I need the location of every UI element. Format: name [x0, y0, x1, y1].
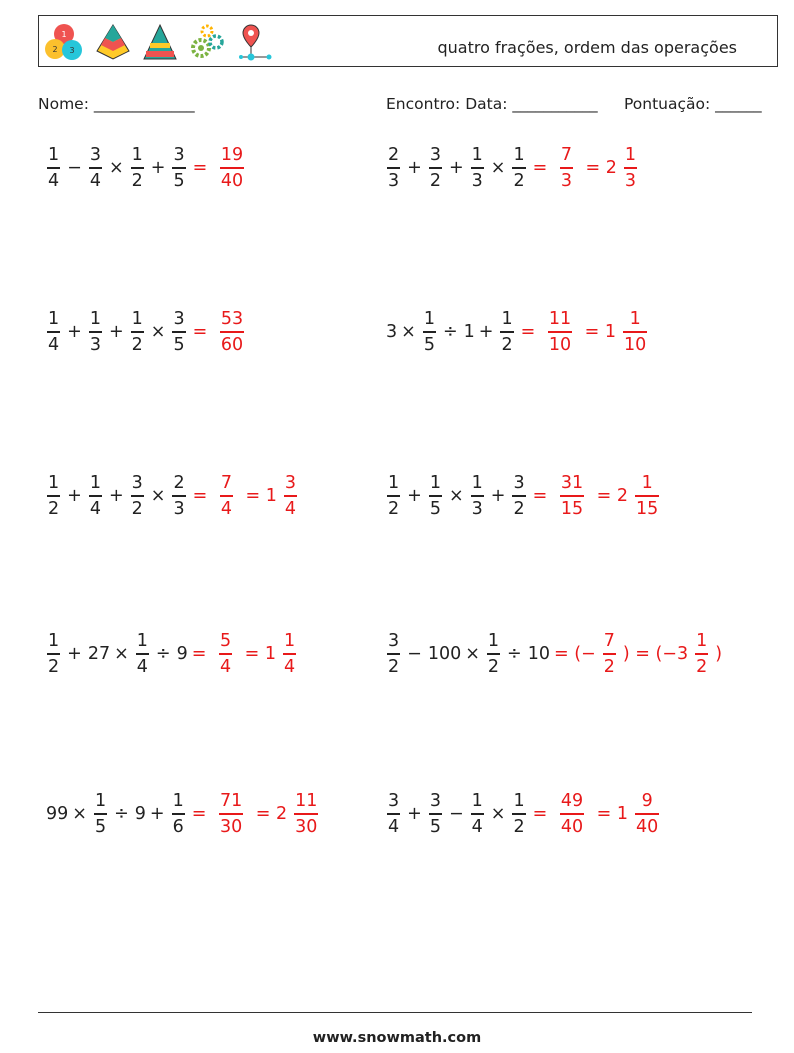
numerator: 1 — [471, 145, 483, 166]
fraction — [131, 472, 144, 519]
numerator: 3 — [284, 473, 297, 494]
denominator: 2 — [696, 656, 708, 677]
operator: ÷ — [507, 644, 522, 664]
answer — [529, 472, 663, 519]
integer: 1 — [463, 322, 475, 342]
fraction — [172, 472, 185, 519]
fraction — [219, 790, 243, 837]
numerator: 3 — [173, 145, 185, 166]
denominator: 2 — [388, 498, 400, 519]
operator: + — [407, 804, 422, 824]
operator: = — [191, 643, 212, 664]
problem-4 — [384, 304, 650, 360]
fraction — [284, 472, 297, 519]
denominator: 2 — [429, 170, 441, 191]
denominator: 5 — [423, 334, 435, 355]
fraction-bar — [283, 653, 296, 654]
fraction-bar — [429, 813, 442, 814]
fraction-bar — [131, 495, 144, 496]
numerator: 7 — [220, 473, 232, 494]
fraction — [220, 472, 233, 519]
gears-icon — [187, 21, 229, 63]
denominator: 30 — [219, 816, 243, 837]
operator: = — [532, 157, 553, 178]
denominator: 5 — [429, 498, 441, 519]
denominator: 4 — [388, 816, 400, 837]
operator: + — [67, 322, 82, 342]
fraction-bar — [471, 813, 484, 814]
fraction-bar — [172, 813, 185, 814]
integer: 10 — [527, 644, 550, 664]
fraction-bar — [512, 167, 525, 168]
integer: 27 — [87, 644, 111, 664]
fraction-bar — [387, 167, 400, 168]
denominator: 2 — [501, 334, 513, 355]
answer — [189, 472, 300, 519]
numerator: 1 — [131, 309, 143, 330]
operator: = 1 — [239, 643, 277, 664]
problem-7 — [44, 626, 299, 682]
problem-3 — [44, 304, 247, 360]
integer: 9 — [134, 804, 146, 824]
denominator: 4 — [284, 498, 297, 519]
svg-text:3: 3 — [69, 46, 75, 55]
fraction-bar — [219, 813, 243, 814]
operator: ) — [715, 643, 723, 664]
fraction-bar — [623, 331, 647, 332]
fraction — [131, 144, 144, 191]
operator: ÷ — [114, 804, 129, 824]
operator: = — [191, 803, 212, 824]
svg-text:2: 2 — [52, 45, 58, 54]
numerator: 1 — [624, 145, 637, 166]
fraction-bar — [172, 495, 185, 496]
numerator: 1 — [629, 309, 641, 330]
fraction — [172, 790, 185, 837]
fraction-bar — [220, 167, 244, 168]
numerator: 1 — [89, 309, 101, 330]
answer — [517, 308, 651, 355]
operator: = 2 — [250, 803, 288, 824]
operator: × — [114, 644, 129, 664]
operator: = — [532, 485, 553, 506]
numerator: 1 — [48, 631, 60, 652]
numerator: 49 — [560, 791, 584, 812]
numerator: 3 — [429, 791, 441, 812]
numerator: 3 — [513, 473, 525, 494]
numerator: 1 — [487, 631, 500, 652]
numerator: 7 — [560, 145, 572, 166]
denominator: 5 — [94, 816, 107, 837]
fraction-bar — [429, 167, 442, 168]
fraction-bar — [423, 331, 436, 332]
problem-8 — [384, 626, 726, 682]
denominator: 4 — [284, 656, 296, 677]
numerator: 1 — [131, 145, 143, 166]
numerator: 1 — [94, 791, 107, 812]
footer-divider — [38, 1012, 752, 1013]
fraction — [624, 144, 637, 191]
denominator: 60 — [220, 334, 244, 355]
denominator: 4 — [89, 498, 101, 519]
operator: ) = (−3 — [622, 643, 689, 664]
denominator: 2 — [131, 498, 143, 519]
operator: + — [108, 486, 124, 506]
denominator: 2 — [513, 498, 525, 519]
numerator: 1 — [696, 631, 708, 652]
denominator: 3 — [89, 334, 101, 355]
numerator: 1 — [388, 473, 400, 494]
numerator: 3 — [388, 631, 400, 652]
numerator: 11 — [295, 791, 318, 812]
numerator: 7 — [603, 631, 615, 652]
operator: × — [108, 158, 124, 178]
operator: − — [67, 158, 82, 178]
fraction-bar — [560, 495, 584, 496]
operator: × — [490, 804, 506, 824]
numerator: 1 — [172, 791, 184, 812]
denominator: 3 — [471, 498, 483, 519]
integer: 100 — [427, 644, 462, 664]
fraction-bar — [220, 331, 244, 332]
operator: + — [448, 158, 464, 178]
operator: × — [72, 804, 87, 824]
denominator: 40 — [560, 816, 584, 837]
numerator: 1 — [423, 309, 435, 330]
denominator: 2 — [513, 170, 525, 191]
answer — [529, 144, 640, 191]
fraction-bar — [512, 813, 525, 814]
denominator: 2 — [48, 498, 60, 519]
worksheet-header — [38, 15, 778, 67]
fraction-bar — [695, 653, 708, 654]
fraction-bar — [471, 167, 484, 168]
numerator: 1 — [641, 473, 653, 494]
integer: 99 — [46, 804, 69, 824]
denominator: 40 — [636, 816, 659, 837]
operator: × — [150, 322, 166, 342]
fraction — [512, 790, 525, 837]
fraction — [387, 472, 400, 519]
numerator: 31 — [560, 473, 584, 494]
operator: × — [401, 322, 416, 342]
problem-1 — [44, 140, 247, 196]
numerator: 1 — [48, 145, 60, 166]
fraction-bar — [512, 495, 525, 496]
operator: × — [465, 644, 480, 664]
denominator: 30 — [295, 816, 318, 837]
operator: = 1 — [579, 321, 617, 342]
fraction-bar — [387, 653, 400, 654]
fraction — [89, 472, 102, 519]
numerator: 11 — [548, 309, 572, 330]
fraction — [695, 630, 708, 677]
numerator: 1 — [471, 473, 483, 494]
fraction-bar — [500, 331, 513, 332]
fraction — [136, 630, 149, 677]
fraction-bar — [89, 331, 102, 332]
numerator: 1 — [501, 309, 513, 330]
fraction-bar — [294, 813, 318, 814]
fraction-bar — [429, 495, 442, 496]
numerator: 9 — [641, 791, 653, 812]
fraction-bar — [487, 653, 500, 654]
answer — [188, 790, 322, 837]
fraction-bar — [47, 495, 60, 496]
operator: = — [520, 321, 541, 342]
fraction — [220, 144, 244, 191]
svg-text:1: 1 — [61, 30, 67, 39]
fraction-bar — [219, 653, 232, 654]
fraction — [172, 308, 185, 355]
operator: = 1 — [591, 803, 629, 824]
denominator: 4 — [136, 656, 148, 677]
numerator: 3 — [388, 791, 400, 812]
operator: + — [407, 158, 422, 178]
fraction — [423, 308, 436, 355]
name-field: Nome: _____________ — [38, 95, 195, 113]
date-field: Encontro: Data: ___________ — [386, 95, 598, 113]
fraction-bar — [131, 167, 144, 168]
fraction — [294, 790, 318, 837]
denominator: 2 — [388, 656, 400, 677]
operator: − — [448, 804, 464, 824]
numerator: 1 — [429, 473, 441, 494]
integer: 9 — [176, 644, 188, 664]
circles-numbers-icon — [43, 21, 85, 63]
operator: + — [150, 158, 166, 178]
denominator: 10 — [624, 334, 647, 355]
fraction — [47, 144, 60, 191]
denominator: 10 — [548, 334, 572, 355]
fraction — [47, 630, 60, 677]
fraction — [429, 472, 442, 519]
operator: − — [407, 644, 422, 664]
map-pin-network-icon — [237, 21, 277, 63]
fraction-bar — [131, 331, 144, 332]
fraction — [387, 144, 400, 191]
fraction — [560, 144, 573, 191]
fraction — [429, 790, 442, 837]
numerator: 1 — [89, 473, 101, 494]
numerator: 2 — [173, 473, 185, 494]
fraction — [560, 472, 584, 519]
operator: ÷ — [155, 644, 171, 664]
fraction-bar — [89, 495, 102, 496]
fraction-bar — [603, 653, 616, 654]
fraction-bar — [560, 813, 584, 814]
fraction-bar — [387, 495, 400, 496]
operator: = 2 — [591, 485, 629, 506]
numerator: 2 — [388, 145, 400, 166]
fraction — [512, 144, 525, 191]
fraction — [512, 472, 525, 519]
footer-website: www.snowmath.com — [312, 1030, 482, 1046]
operator: × — [448, 486, 464, 506]
operator: + — [407, 486, 422, 506]
layered-pyramid-icon — [93, 21, 133, 63]
fraction — [635, 790, 659, 837]
operator: + — [108, 322, 124, 342]
numerator: 71 — [219, 791, 243, 812]
problem-10 — [384, 786, 662, 842]
fraction-bar — [220, 495, 233, 496]
problem-9 — [44, 786, 321, 842]
fraction — [548, 308, 572, 355]
fraction-bar — [387, 813, 400, 814]
fraction — [635, 472, 659, 519]
denominator: 40 — [220, 170, 244, 191]
numerator: 3 — [173, 309, 185, 330]
denominator: 4 — [220, 498, 232, 519]
denominator: 3 — [388, 170, 400, 191]
numerator: 1 — [48, 309, 60, 330]
operator: = — [192, 485, 213, 506]
numerator: 1 — [48, 473, 60, 494]
operator: = (− — [553, 643, 596, 664]
numerator: 53 — [220, 309, 244, 330]
numerator: 3 — [131, 473, 143, 494]
answer — [189, 144, 248, 191]
operator: × — [490, 158, 506, 178]
fraction-bar — [624, 167, 637, 168]
fraction-bar — [284, 495, 297, 496]
fraction-bar — [89, 167, 102, 168]
problem-6 — [384, 468, 662, 524]
fraction — [471, 790, 484, 837]
denominator: 2 — [131, 334, 143, 355]
numerator: 5 — [219, 631, 232, 652]
fraction — [219, 630, 232, 677]
operator: + — [67, 486, 82, 506]
numerator: 19 — [220, 145, 244, 166]
numerator: 1 — [513, 791, 525, 812]
operator: = 1 — [239, 485, 277, 506]
fraction — [94, 790, 107, 837]
denominator: 4 — [89, 170, 101, 191]
operator: + — [149, 804, 165, 824]
denominator: 15 — [636, 498, 659, 519]
fraction-bar — [47, 653, 60, 654]
denominator: 6 — [172, 816, 184, 837]
operator: + — [67, 644, 82, 664]
fraction-bar — [635, 495, 659, 496]
operator: = — [192, 321, 213, 342]
fraction — [89, 308, 102, 355]
header-icons — [43, 20, 277, 64]
denominator: 3 — [560, 170, 572, 191]
operator: = — [532, 803, 553, 824]
fraction — [500, 308, 513, 355]
fraction — [387, 630, 400, 677]
denominator: 15 — [560, 498, 584, 519]
numerator: 1 — [471, 791, 483, 812]
fraction — [471, 472, 484, 519]
fraction-bar — [172, 331, 185, 332]
fraction-bar — [548, 331, 572, 332]
fraction — [89, 144, 102, 191]
fraction — [623, 308, 647, 355]
fraction-bar — [635, 813, 659, 814]
answer — [550, 630, 726, 677]
operator: × — [150, 486, 166, 506]
fraction — [560, 790, 584, 837]
denominator: 3 — [471, 170, 483, 191]
denominator: 2 — [603, 656, 615, 677]
striped-pyramid-icon — [141, 21, 179, 63]
fraction-bar — [136, 653, 149, 654]
fraction — [47, 308, 60, 355]
fraction — [603, 630, 616, 677]
operator: + — [490, 486, 506, 506]
fraction — [47, 472, 60, 519]
denominator: 5 — [173, 334, 185, 355]
fraction — [487, 630, 500, 677]
denominator: 3 — [624, 170, 637, 191]
denominator: 4 — [471, 816, 483, 837]
fraction — [131, 308, 144, 355]
score-field: Pontuação: ______ — [624, 95, 762, 113]
problem-5 — [44, 468, 300, 524]
fraction — [471, 144, 484, 191]
integer: 3 — [386, 322, 398, 342]
fraction-bar — [471, 495, 484, 496]
numerator: 1 — [284, 631, 296, 652]
denominator: 5 — [173, 170, 185, 191]
operator: = 2 — [579, 157, 617, 178]
fraction — [283, 630, 296, 677]
fraction — [220, 308, 244, 355]
fraction-bar — [560, 167, 573, 168]
answer — [529, 790, 663, 837]
denominator: 2 — [487, 656, 500, 677]
fraction — [172, 144, 185, 191]
fraction-bar — [94, 813, 107, 814]
operator: = — [192, 157, 213, 178]
fraction — [429, 144, 442, 191]
operator: + — [478, 322, 494, 342]
fraction-bar — [47, 331, 60, 332]
numerator: 3 — [89, 145, 101, 166]
denominator: 2 — [513, 816, 525, 837]
numerator: 1 — [513, 145, 525, 166]
denominator: 3 — [173, 498, 185, 519]
fraction-bar — [172, 167, 185, 168]
numerator: 1 — [136, 631, 148, 652]
denominator: 4 — [48, 170, 60, 191]
denominator: 4 — [219, 656, 232, 677]
denominator: 2 — [48, 656, 60, 677]
problem-2 — [384, 140, 640, 196]
fraction-bar — [47, 167, 60, 168]
denominator: 2 — [131, 170, 143, 191]
denominator: 4 — [48, 334, 60, 355]
operator: ÷ — [442, 322, 458, 342]
answer — [188, 630, 299, 677]
answer — [189, 308, 248, 355]
numerator: 3 — [429, 145, 441, 166]
worksheet-title: quatro frações, ordem das operações — [437, 38, 737, 57]
fraction — [387, 790, 400, 837]
denominator: 5 — [429, 816, 441, 837]
